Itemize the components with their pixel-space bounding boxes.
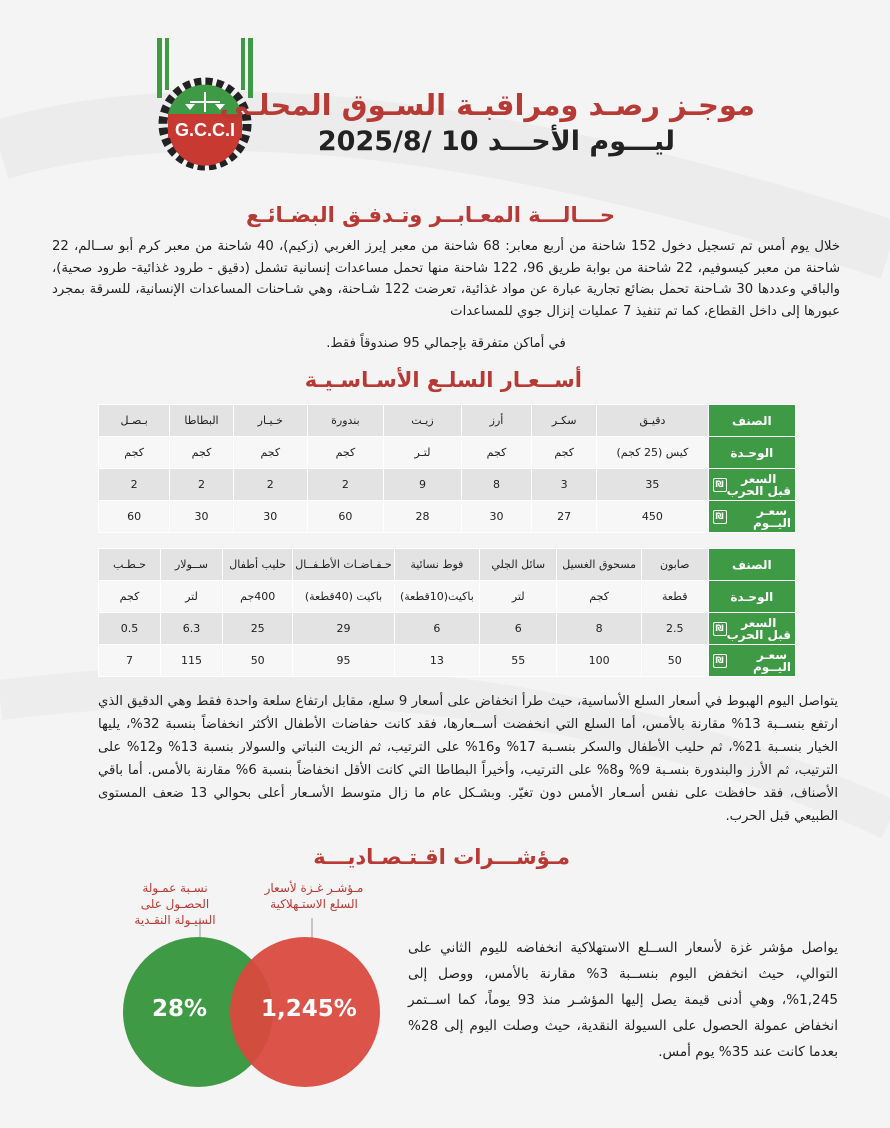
price-today-cell: 50 — [641, 645, 708, 677]
unit-cell: كجم — [99, 437, 170, 469]
price-before-cell: 6 — [394, 613, 480, 645]
price-today-cell: 55 — [480, 645, 557, 677]
prices-table-2 — [98, 548, 796, 677]
price-before-cell: 2 — [307, 469, 383, 501]
shekel-icon: ₪ — [713, 478, 727, 492]
item-cell: حليب أطفال — [222, 549, 293, 581]
section-title-prices: أســعـار السلـع الأسـاسـيـة — [304, 368, 582, 392]
prices-table-1 — [98, 404, 796, 533]
price-before-cell: 2 — [99, 469, 170, 501]
item-cell: مسحوق الغسيل — [557, 549, 642, 581]
price-before-cell: 0.5 — [99, 613, 161, 645]
header-before-war: السعر قبل الحرب ₪ — [708, 613, 795, 645]
indicators-paragraph: يواصل مؤشر غزة لأسعار الســلع الاستهلاكية انخفاضه لليوم الثاني على التوالي، حيث انخفض اليوم بنســبة 3% مقارنة بالأمس، ووصل إلى 1,245%، وهي أدنى قيمة يصل إليها المؤشـر منذ 93 يوماً، كما اســتمر انخفاض عمولة الحصول على السيولة النقدية، حيث وصلت اليوم إلى 28% بعدما كانت عند 35% يوم أمس. — [408, 940, 838, 1060]
section-title-indicators: مـؤشـــرات اقـتـصـاديـــة — [313, 845, 570, 869]
prices-analysis-paragraph: يتواصل اليوم الهبوط في أسعار السلع الأساسية، حيث طرأ انخفاض على أسعار 9 سلع، مقابل ارتفاع سلعة واحدة فقط وهي الدقيق الذي ارتفع بنســبة 13% مقارنة بالأمس، أما السلع التي انخفضت أســعارها، فقد كانت حفاضات الأطفال الأكثر انخفاضاً بنسبة 32%، يليها الخيار بنسـبة 21%، ثم حليب الأطفال والسكر بنسـبة 17% و16% على الترتيب، ثم الزيت النباتي والسولار بنسبة 13% و12% على الترتيب، ثم الأرز والبندورة بنسـبة 9% و8% على الترتيب، وأخيراً البطاطا التي كانت الأقل انخفاضاً بنسبة 6% مقارنة بالأمس. أما باقي الأصناف، فقد حافظت على نفس أسـعار الأمس دون تغيّر. وبشـكل عام ما زال متوسط الأسـعار أعلى بحوالي 13 ضعف المستوى الطبيعي قبل الحرب. — [98, 694, 839, 824]
header-today: سعـر اليــوم ₪ — [708, 645, 795, 677]
price-today-cell: 100 — [557, 645, 642, 677]
price-before-cell: 6 — [480, 613, 557, 645]
item-cell: سائل الجلي — [480, 549, 557, 581]
price-today-cell: 30 — [233, 501, 307, 533]
legend-consumer-index: مـؤشـر غـزة لأسعار السلع الاستـهلاكية — [264, 881, 364, 911]
price-today-cell: 115 — [161, 645, 223, 677]
price-today-cell: 95 — [293, 645, 394, 677]
item-cell: خـيـار — [233, 405, 307, 437]
unit-cell: لتر — [161, 581, 223, 613]
item-cell: سكـر — [532, 405, 597, 437]
price-before-cell: 25 — [222, 613, 293, 645]
value-consumer-index: 1,245% — [261, 996, 357, 1022]
price-before-cell: 2.5 — [641, 613, 708, 645]
item-cell: ســولار — [161, 549, 223, 581]
price-today-cell: 27 — [532, 501, 597, 533]
price-before-cell: 2 — [233, 469, 307, 501]
header-item: الصنف — [708, 549, 795, 581]
value-cash-commission: 28% — [152, 996, 208, 1022]
item-cell: صابون — [641, 549, 708, 581]
logo-letters: G.C.C.I — [174, 120, 236, 140]
shekel-icon: ₪ — [713, 510, 727, 524]
crossings-paragraph-end: في أماكن متفرقة بإجمالي 95 صندوقاً فقط. — [326, 336, 566, 351]
price-today-cell: 7 — [99, 645, 161, 677]
price-before-cell: 2 — [170, 469, 233, 501]
shekel-icon: ₪ — [713, 654, 727, 668]
price-today-cell: 60 — [307, 501, 383, 533]
item-cell: بندورة — [307, 405, 383, 437]
item-cell: البطاطا — [170, 405, 233, 437]
price-before-cell: 6.3 — [161, 613, 223, 645]
header-unit: الوحـدة — [708, 437, 795, 469]
shekel-icon: ₪ — [713, 622, 727, 636]
header-today: سعـر اليــوم ₪ — [708, 501, 795, 533]
header-item: الصنف — [708, 405, 795, 437]
price-before-cell: 35 — [597, 469, 708, 501]
page-title: موجـز رصـد ومراقبـة السـوق المحلـي — [219, 88, 755, 122]
unit-cell: لتـر — [383, 437, 461, 469]
price-before-cell: 8 — [461, 469, 531, 501]
unit-cell: كجم — [461, 437, 531, 469]
unit-cell: كجم — [170, 437, 233, 469]
unit-cell: كجم — [99, 581, 161, 613]
header-unit: الوحـدة — [708, 581, 795, 613]
unit-cell: 400جم — [222, 581, 293, 613]
legend-cash-commission: نسـبة عمـولة الحصـول على السيـولة النقـدية — [134, 881, 216, 927]
item-cell: حـطـب — [99, 549, 161, 581]
unit-cell: كجم — [532, 437, 597, 469]
item-cell: حـفـاضـات الأطـفــال — [293, 549, 394, 581]
header-before-war: السعر قبل الحرب ₪ — [708, 469, 795, 501]
unit-cell: كيس (25 كجم) — [597, 437, 708, 469]
price-today-cell: 13 — [394, 645, 480, 677]
unit-cell: قطعة — [641, 581, 708, 613]
unit-cell: كجم — [307, 437, 383, 469]
price-before-cell: 9 — [383, 469, 461, 501]
price-before-cell: 3 — [532, 469, 597, 501]
crossings-paragraph: خلال يوم أمس تم تسجيل دخول 152 شاحنة من أربع معابر: 68 شاحنة من معبر إيرز الغربي (زكيم)، 40 شاحنة من معبر كرم أبو ســالم، 22 شاحنة من معبر كيسوفيم، 22 شاحنة من بوابة طريق 96، 122 شاحنة منها تحمل مساعدات إنسانية تشمل (دقيق - طرود غذائية- طرود صحية)، والباقي وعددها 30 شـاحنة تحمل بضائع تجارية عبارة عن مواد غذائية، تعرضت 122 شـاحنة، وهي شـاحنات المساعدات الإنسانية، للسرقة بمجرد عبورها إلى داخل القطاع، كما تم تنفيذ 7 عمليات إنزال جوي للمساعدات — [52, 239, 841, 319]
item-cell: دقيـق — [597, 405, 708, 437]
price-before-cell: 29 — [293, 613, 394, 645]
price-today-cell: 50 — [222, 645, 293, 677]
price-today-cell: 60 — [99, 501, 170, 533]
price-today-cell: 30 — [461, 501, 531, 533]
item-cell: زيـت — [383, 405, 461, 437]
item-cell: أرز — [461, 405, 531, 437]
section-title-crossings: حـــالـــة المعـابــر وتـدفـق البضـائـع — [246, 203, 615, 227]
price-today-cell: 28 — [383, 501, 461, 533]
unit-cell: باكيت (40قطعة) — [293, 581, 394, 613]
unit-cell: لتر — [480, 581, 557, 613]
price-today-cell: 30 — [170, 501, 233, 533]
item-cell: فوط نسائية — [394, 549, 480, 581]
price-today-cell: 450 — [597, 501, 708, 533]
price-before-cell: 8 — [557, 613, 642, 645]
report-date: ليـــوم الأحـــد 10 /2025/8 — [317, 126, 675, 157]
item-cell: بـصـل — [99, 405, 170, 437]
unit-cell: باكيت(10قطعة) — [394, 581, 480, 613]
unit-cell: كجم — [233, 437, 307, 469]
unit-cell: كجم — [557, 581, 642, 613]
